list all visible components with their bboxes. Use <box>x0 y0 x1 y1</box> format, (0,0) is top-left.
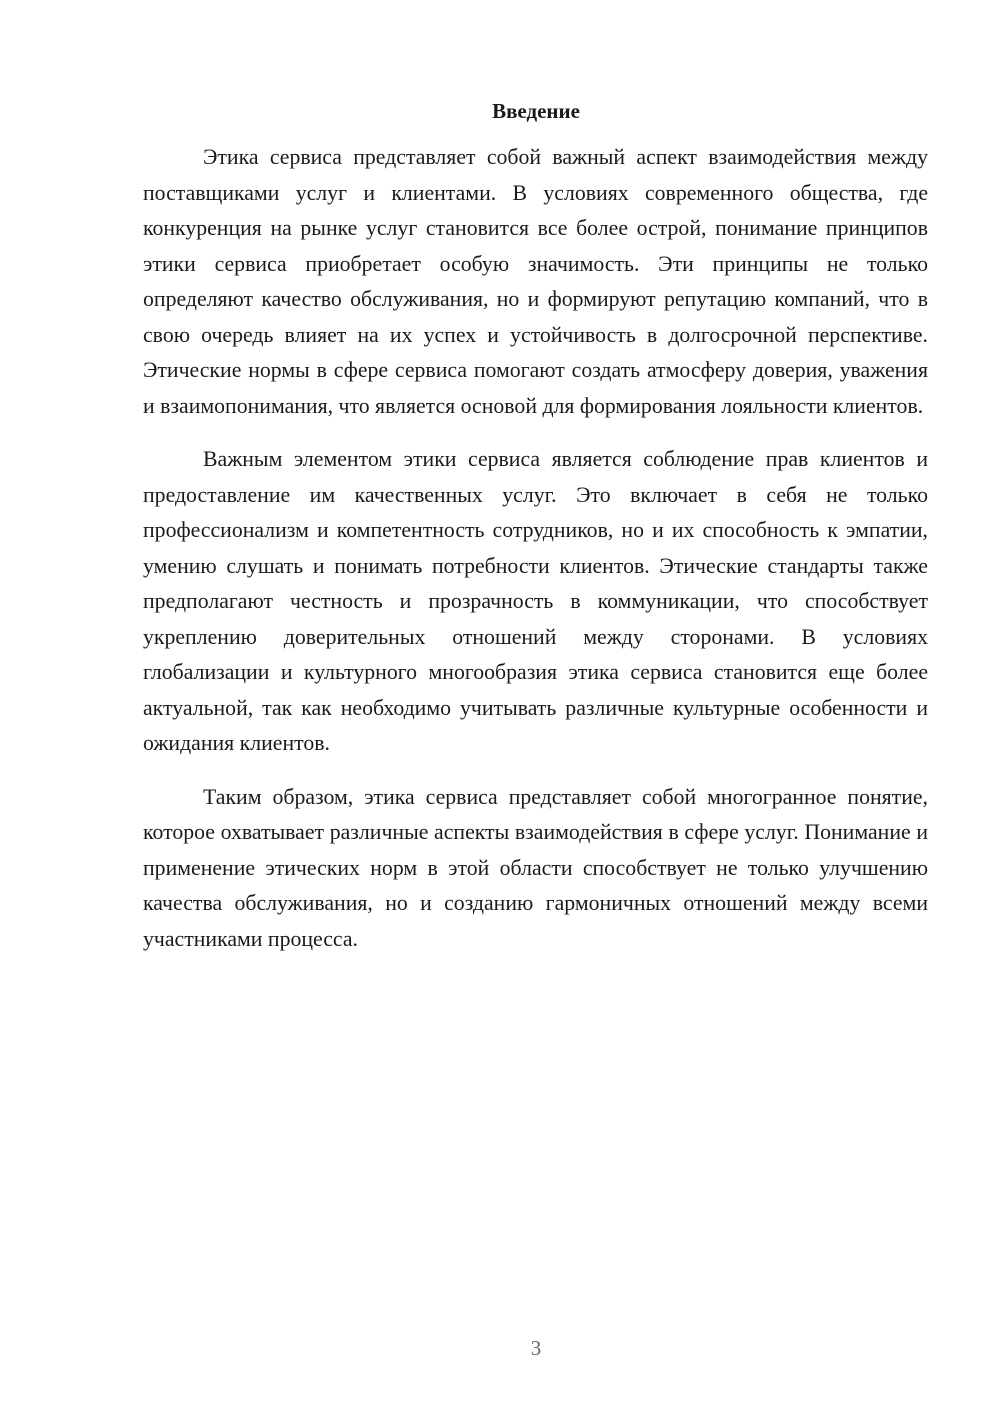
section-heading: Введение <box>492 99 580 123</box>
body-text <box>143 140 928 957</box>
paragraph: Таким образом, этика сервиса представляет собой многогранное понятие, которое охватывает различные аспекты взаимодействия в сфере услуг. Понимание и применение этических норм в этой области способствует не только улучшению качества обслуживания, но и созданию гармоничных отношений между всеми участниками процесса. <box>143 784 928 951</box>
page-number: 3 <box>530 1336 542 1360</box>
paragraph: Этика сервиса представляет собой важный аспект взаимодействия между поставщиками услуг и клиентами. В условиях современного общества, где конкуренция на рынке услуг становится все более острой, понимание принципов этики сервиса приобретает особую значимость. Эти принципы не только определяют качество обслуживания, но и формируют репутацию компаний, что в свою очередь влияет на их успех и устойчивость в долгосрочной перспективе. Этические нормы в сфере сервиса помогают создать атмосферу доверия, уважения и взаимопонимания, что является основой для формирования лояльности клиентов. <box>143 145 928 418</box>
paragraph: Важным элементом этики сервиса является соблюдение прав клиентов и предоставление им качественных услуг. Это включает в себя не только профессионализм и компетентность сотрудников, но и их способность к эмпатии, умению слушать и понимать потребности клиентов. Этические стандарты также предполагают честность и прозрачность в коммуникации, что способствует укреплению доверительных отношений между сторонами. В условиях глобализации и культурного многообразия этика сервиса становится еще более актуальной, так как необходимо учитывать различные культурные особенности и ожидания клиентов. <box>143 447 928 755</box>
